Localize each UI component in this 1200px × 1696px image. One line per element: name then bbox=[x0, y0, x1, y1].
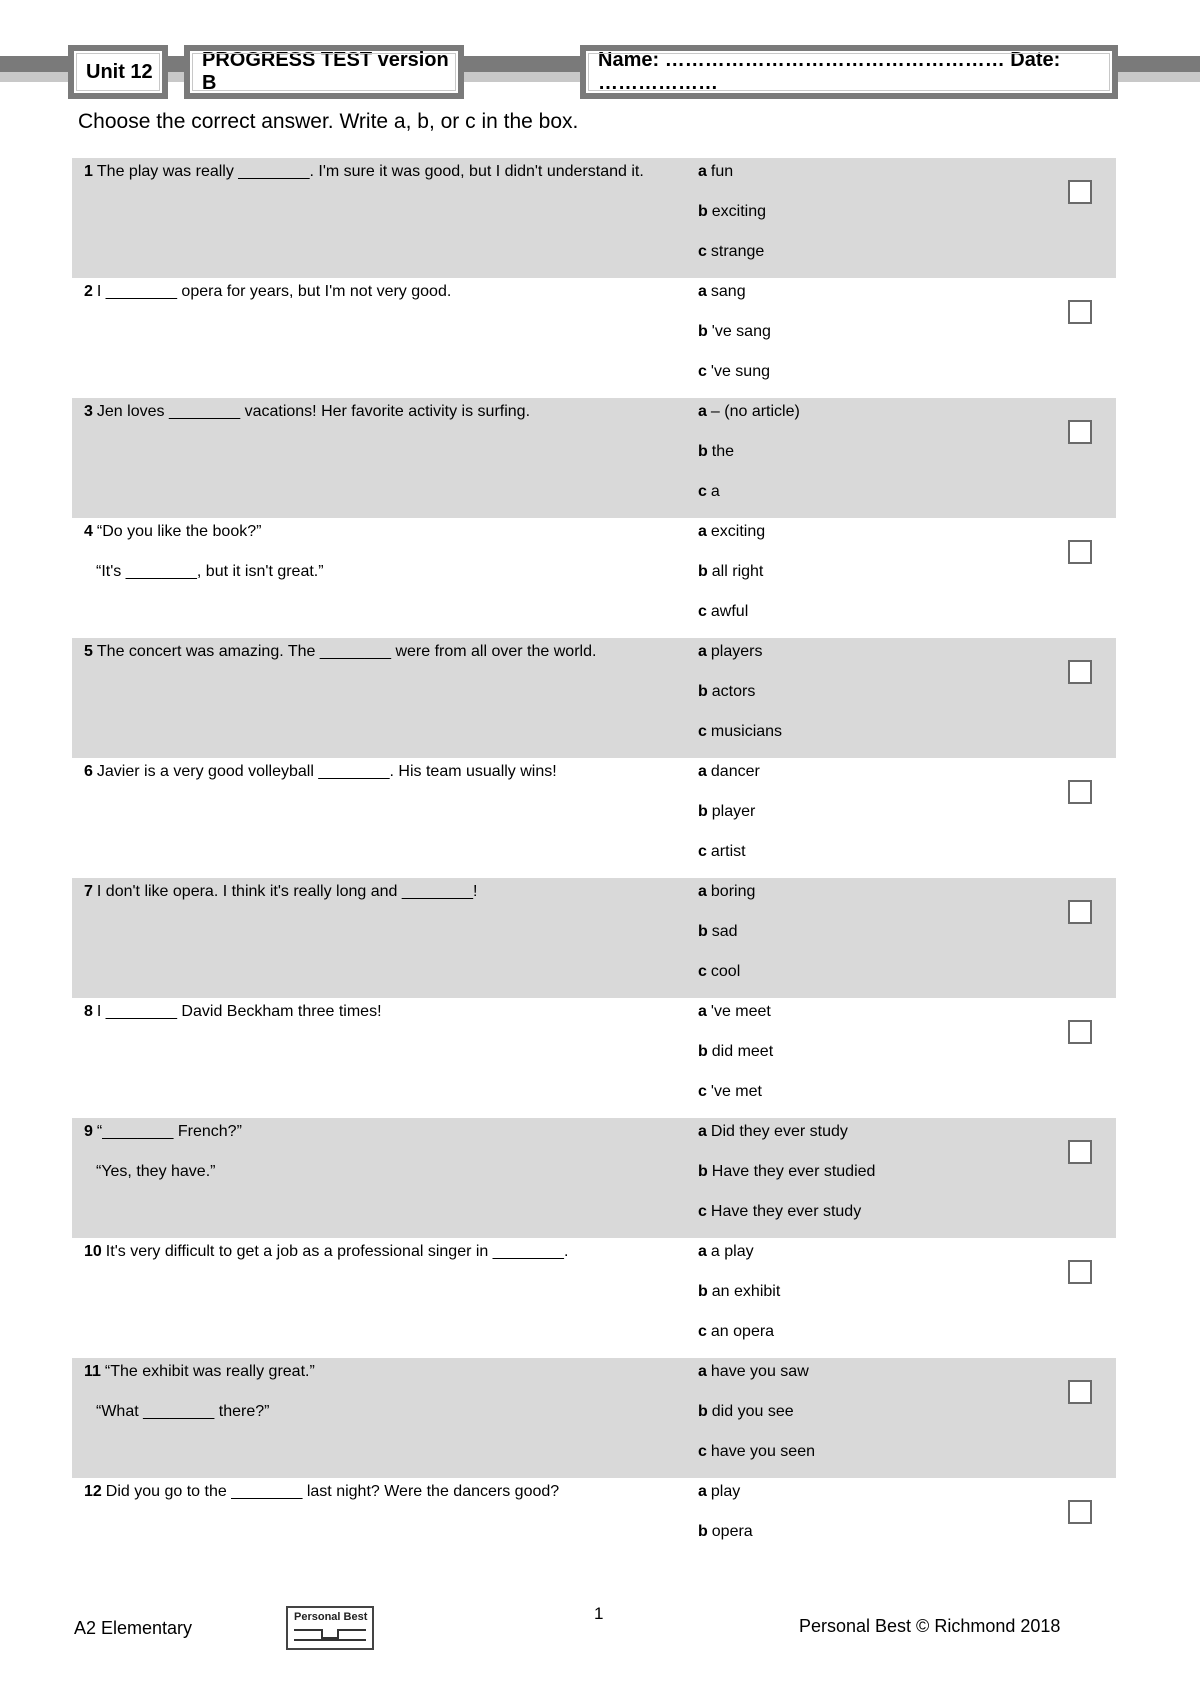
option-text: opera bbox=[711, 1523, 753, 1540]
option-letter: a bbox=[698, 763, 707, 780]
question-number: 2 bbox=[84, 283, 93, 300]
option-text: play bbox=[710, 1483, 741, 1500]
option-letter: b bbox=[698, 1163, 708, 1180]
option-letter: a bbox=[698, 1003, 707, 1020]
option-letter: a bbox=[698, 283, 707, 300]
option-b bbox=[698, 320, 998, 360]
options-list bbox=[698, 760, 998, 880]
option-text: musicians bbox=[710, 723, 783, 740]
question-row bbox=[72, 758, 1116, 878]
option-letter: a bbox=[698, 403, 707, 420]
option-a bbox=[698, 520, 998, 560]
question-stem: Javier is a very good volleyball ________. His team usually wins! bbox=[96, 763, 557, 780]
option-letter: a bbox=[698, 883, 707, 900]
options-list bbox=[698, 1480, 998, 1560]
option-text: exciting bbox=[710, 523, 766, 540]
footer-level: A2 Elementary bbox=[74, 1618, 193, 1638]
option-text: an exhibit bbox=[711, 1283, 781, 1300]
personal-best-logo: Personal Best bbox=[286, 1606, 374, 1650]
options-list bbox=[698, 280, 998, 400]
options-list bbox=[698, 160, 998, 280]
option-letter: c bbox=[698, 483, 707, 500]
option-text: actors bbox=[711, 683, 756, 700]
option-letter: a bbox=[698, 643, 707, 660]
option-c bbox=[698, 1320, 998, 1360]
option-letter: b bbox=[698, 563, 708, 580]
option-letter: c bbox=[698, 1083, 707, 1100]
option-c bbox=[698, 360, 998, 400]
option-b bbox=[698, 1400, 998, 1440]
options-list bbox=[698, 1000, 998, 1120]
question-text bbox=[84, 402, 684, 422]
option-letter: c bbox=[698, 1323, 707, 1340]
question-text bbox=[84, 282, 684, 302]
question-text bbox=[84, 1482, 684, 1502]
option-c bbox=[698, 600, 998, 640]
page-number: 1 bbox=[594, 1604, 604, 1623]
option-b bbox=[698, 800, 998, 840]
option-text: artist bbox=[710, 843, 746, 860]
option-letter: c bbox=[698, 243, 707, 260]
option-c bbox=[698, 1440, 998, 1480]
option-c bbox=[698, 1080, 998, 1120]
option-letter: b bbox=[698, 1043, 708, 1060]
question-row bbox=[72, 398, 1116, 518]
question-number: 4 bbox=[84, 523, 93, 540]
question-row bbox=[72, 278, 1116, 398]
option-c bbox=[698, 960, 998, 1000]
option-letter: a bbox=[698, 1363, 707, 1380]
answer-box[interactable] bbox=[1068, 180, 1092, 204]
answer-box[interactable] bbox=[1068, 780, 1092, 804]
option-letter: c bbox=[698, 363, 707, 380]
name-date-box[interactable] bbox=[580, 45, 1118, 99]
answer-box[interactable] bbox=[1068, 900, 1092, 924]
option-text: players bbox=[710, 643, 763, 660]
option-letter: c bbox=[698, 603, 707, 620]
option-text: the bbox=[711, 443, 735, 460]
options-list bbox=[698, 640, 998, 760]
unit-label: Unit 12 bbox=[86, 60, 153, 83]
option-letter: c bbox=[698, 1443, 707, 1460]
option-text: an opera bbox=[710, 1323, 775, 1340]
option-a bbox=[698, 880, 998, 920]
question-stem: I ________ David Beckham three times! bbox=[96, 1003, 382, 1020]
option-b bbox=[698, 560, 998, 600]
option-text: 've meet bbox=[710, 1003, 771, 1020]
answer-box[interactable] bbox=[1068, 1260, 1092, 1284]
questions-table bbox=[72, 158, 1116, 1598]
question-number: 8 bbox=[84, 1003, 93, 1020]
question-row bbox=[72, 1478, 1116, 1598]
option-b bbox=[698, 440, 998, 480]
option-letter: a bbox=[698, 163, 707, 180]
option-letter: b bbox=[698, 923, 708, 940]
question-number: 1 bbox=[84, 163, 93, 180]
option-text: boring bbox=[710, 883, 756, 900]
option-letter: a bbox=[698, 1243, 707, 1260]
option-letter: b bbox=[698, 443, 708, 460]
option-letter: c bbox=[698, 843, 707, 860]
option-text: cool bbox=[710, 963, 741, 980]
answer-box[interactable] bbox=[1068, 1500, 1092, 1524]
question-text bbox=[84, 1122, 684, 1142]
question-number: 5 bbox=[84, 643, 93, 660]
question-stem: I don't like opera. I think it's really long and ________! bbox=[96, 883, 478, 900]
answer-box[interactable] bbox=[1068, 420, 1092, 444]
option-letter: b bbox=[698, 203, 708, 220]
option-b bbox=[698, 200, 998, 240]
option-letter: a bbox=[698, 1483, 707, 1500]
option-letter: c bbox=[698, 1203, 707, 1220]
option-text: – (no article) bbox=[710, 403, 800, 420]
option-text: dancer bbox=[710, 763, 760, 780]
name-date-field: Name: …………………………………………… Date: ……………… bbox=[598, 49, 1061, 94]
option-a bbox=[698, 640, 998, 680]
options-list bbox=[698, 520, 998, 640]
option-text: 've met bbox=[710, 1083, 762, 1100]
option-text: all right bbox=[711, 563, 764, 580]
option-letter: b bbox=[698, 1523, 708, 1540]
options-list bbox=[698, 1360, 998, 1480]
question-stem: “The exhibit was really great.” bbox=[104, 1363, 315, 1380]
question-stem: “________ French?” bbox=[96, 1123, 242, 1140]
question-stem: “Do you like the book?” bbox=[96, 523, 262, 540]
option-a bbox=[698, 1480, 998, 1520]
option-letter: b bbox=[698, 683, 708, 700]
option-b bbox=[698, 680, 998, 720]
option-text: exciting bbox=[711, 203, 767, 220]
question-text bbox=[84, 522, 684, 542]
option-text: did meet bbox=[711, 1043, 774, 1060]
question-row bbox=[72, 638, 1116, 758]
question-stem: I ________ opera for years, but I'm not very good. bbox=[96, 283, 452, 300]
test-title: PROGRESS TEST version B bbox=[202, 49, 449, 94]
answer-box[interactable] bbox=[1068, 1380, 1092, 1404]
option-text: Have they ever studied bbox=[711, 1163, 876, 1180]
question-row bbox=[72, 1358, 1116, 1478]
option-letter: a bbox=[698, 1123, 707, 1140]
option-a bbox=[698, 1360, 998, 1400]
question-stem: The concert was amazing. The ________ were from all over the world. bbox=[96, 643, 597, 660]
answer-box[interactable] bbox=[1068, 1020, 1092, 1044]
question-row bbox=[72, 998, 1116, 1118]
question-text bbox=[84, 1362, 684, 1382]
option-letter: b bbox=[698, 803, 708, 820]
question-number: 10 bbox=[84, 1243, 102, 1260]
test-title-box bbox=[184, 45, 464, 99]
option-letter: c bbox=[698, 723, 707, 740]
option-text: sad bbox=[711, 923, 738, 940]
question-text bbox=[84, 1242, 684, 1262]
footer-copyright: Personal Best © Richmond 2018 bbox=[799, 1616, 1061, 1636]
option-b bbox=[698, 1280, 998, 1320]
question-number: 11 bbox=[84, 1363, 101, 1380]
option-letter: c bbox=[698, 963, 707, 980]
option-c bbox=[698, 840, 998, 880]
question-number: 9 bbox=[84, 1123, 93, 1140]
question-second-line: “Yes, they have.” bbox=[96, 1163, 216, 1180]
question-number: 6 bbox=[84, 763, 93, 780]
option-text: 've sung bbox=[710, 363, 770, 380]
option-text: a bbox=[710, 483, 720, 500]
option-c bbox=[698, 240, 998, 280]
option-a bbox=[698, 400, 998, 440]
option-text: Did they ever study bbox=[710, 1123, 848, 1140]
option-text: strange bbox=[710, 243, 765, 260]
question-number: 3 bbox=[84, 403, 93, 420]
option-a bbox=[698, 760, 998, 800]
option-b bbox=[698, 1160, 998, 1200]
option-text: a play bbox=[710, 1243, 754, 1260]
question-second-line: “What ________ there?” bbox=[96, 1403, 270, 1420]
option-letter: a bbox=[698, 523, 707, 540]
option-text: did you see bbox=[711, 1403, 794, 1420]
options-list bbox=[698, 1120, 998, 1240]
option-b bbox=[698, 1520, 998, 1560]
answer-box[interactable] bbox=[1068, 660, 1092, 684]
option-a bbox=[698, 1000, 998, 1040]
question-number: 7 bbox=[84, 883, 93, 900]
question-text bbox=[84, 1002, 684, 1022]
option-text: 've sang bbox=[711, 323, 771, 340]
option-b bbox=[698, 1040, 998, 1080]
answer-box[interactable] bbox=[1068, 1140, 1092, 1164]
question-number: 12 bbox=[84, 1483, 102, 1500]
answer-box[interactable] bbox=[1068, 300, 1092, 324]
question-row bbox=[72, 518, 1116, 638]
answer-box[interactable] bbox=[1068, 540, 1092, 564]
option-c bbox=[698, 1200, 998, 1240]
option-text: have you saw bbox=[710, 1363, 809, 1380]
option-a bbox=[698, 1240, 998, 1280]
option-text: Have they ever study bbox=[710, 1203, 862, 1220]
option-text: have you seen bbox=[710, 1443, 815, 1460]
question-text bbox=[84, 162, 684, 182]
option-text: player bbox=[711, 803, 756, 820]
question-stem: Did you go to the ________ last night? Were the dancers good? bbox=[105, 1483, 560, 1500]
option-a bbox=[698, 280, 998, 320]
option-a bbox=[698, 160, 998, 200]
option-c bbox=[698, 480, 998, 520]
question-text bbox=[84, 642, 684, 662]
options-list bbox=[698, 1240, 998, 1360]
option-text: sang bbox=[710, 283, 746, 300]
question-row bbox=[72, 1118, 1116, 1238]
question-stem: It's very difficult to get a job as a professional singer in ________. bbox=[105, 1243, 569, 1260]
question-row bbox=[72, 1238, 1116, 1358]
options-list bbox=[698, 880, 998, 1000]
option-letter: b bbox=[698, 1403, 708, 1420]
question-row bbox=[72, 878, 1116, 998]
question-stem: Jen loves ________ vacations! Her favorite activity is surfing. bbox=[96, 403, 531, 420]
question-text bbox=[84, 762, 684, 782]
option-text: fun bbox=[710, 163, 734, 180]
option-a bbox=[698, 1120, 998, 1160]
option-b bbox=[698, 920, 998, 960]
option-text: awful bbox=[710, 603, 749, 620]
question-stem: The play was really ________. I'm sure it was good, but I didn't understand it. bbox=[96, 163, 644, 180]
option-letter: b bbox=[698, 1283, 708, 1300]
option-c bbox=[698, 720, 998, 760]
question-second-line: “It's ________, but it isn't great.” bbox=[96, 563, 324, 580]
options-list bbox=[698, 400, 998, 520]
question-text bbox=[84, 882, 684, 902]
instructions: Choose the correct answer. Write a, b, or c in the box. bbox=[78, 110, 579, 133]
question-row bbox=[72, 158, 1116, 278]
option-letter: b bbox=[698, 323, 708, 340]
unit-box bbox=[68, 45, 168, 99]
